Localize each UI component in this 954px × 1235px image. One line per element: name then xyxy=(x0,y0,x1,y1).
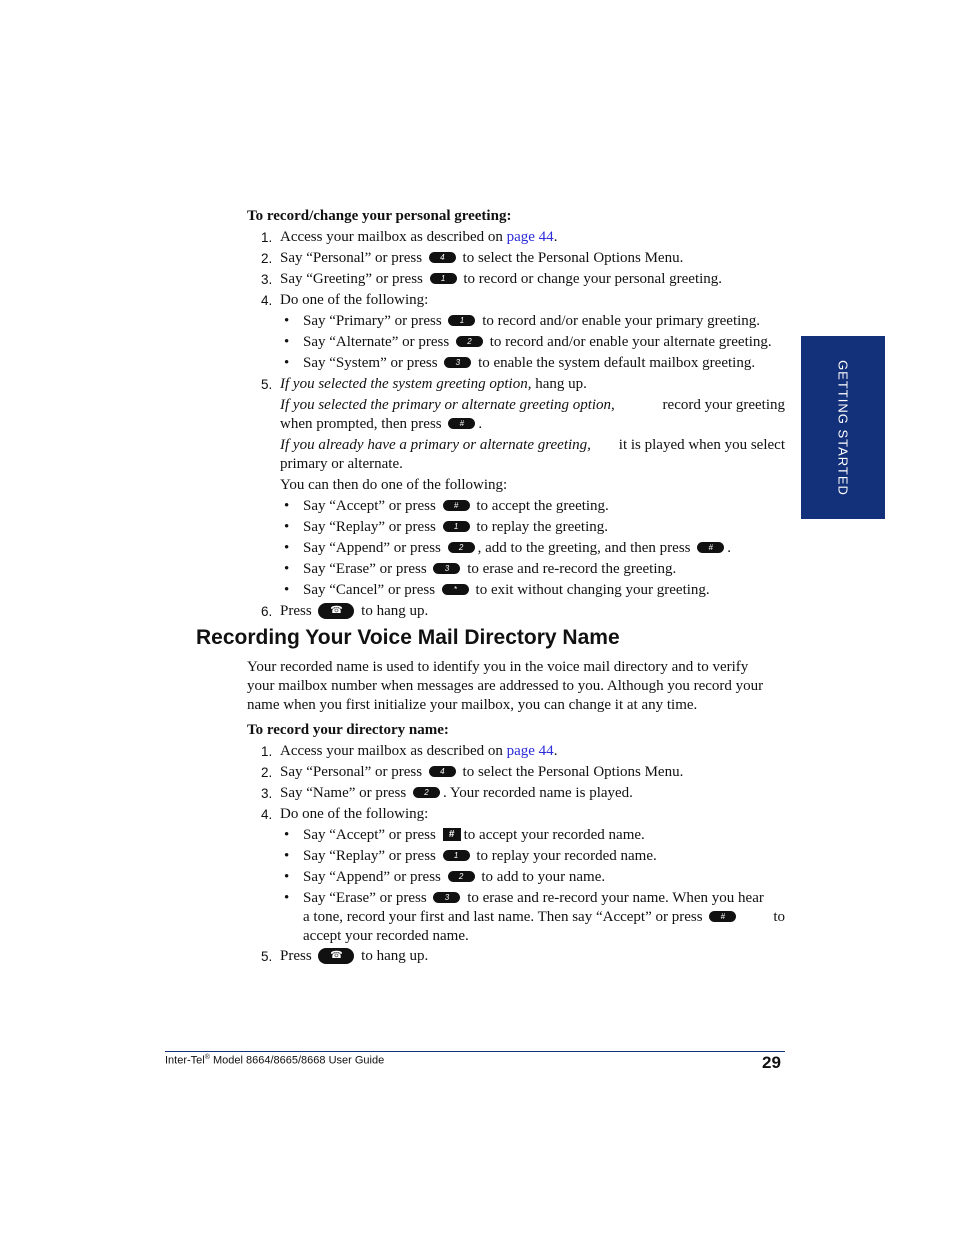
step-number: 5. xyxy=(261,377,273,392)
step-4: Do one of the following: xyxy=(280,806,429,822)
step-1: Access your mailbox as described on page 44. xyxy=(280,229,558,245)
key-2-icon: 2 xyxy=(456,336,483,347)
bullet-dot: • xyxy=(284,890,290,906)
key-2-icon: 2 xyxy=(413,787,440,798)
bullet-item: Say “Replay” or press 1 to replay the greeting. xyxy=(303,519,609,535)
bullet-item-line-2: a tone, record your first and last name. Then say “Accept” or press # to xyxy=(303,909,785,925)
bullet-dot: • xyxy=(284,334,290,350)
page-link[interactable]: page 44 xyxy=(506,743,554,759)
intro-line-3: name when you first initialize your mailbox, you can change it at any time. xyxy=(247,697,698,713)
step-number: 3. xyxy=(261,786,273,801)
step-text: Access your mailbox as described on xyxy=(280,229,507,245)
bullet-dot: • xyxy=(284,869,290,885)
step-5-para-2-line-2: when prompted, then press # . xyxy=(280,416,483,432)
directory-heading: To record your directory name: xyxy=(247,722,449,738)
key-2-icon: 2 xyxy=(448,542,475,553)
hang-up-icon: ☎ xyxy=(318,948,354,964)
key-1-icon: 1 xyxy=(443,850,470,861)
key-3-icon: 3 xyxy=(433,892,460,903)
bullet-dot: • xyxy=(284,540,290,556)
step-number: 4. xyxy=(261,807,273,822)
bullet-item-line-3: accept your recorded name. xyxy=(303,928,469,944)
key-1-icon: 1 xyxy=(448,315,475,326)
step-number: 1. xyxy=(261,744,273,759)
bullet-item: Say “Alternate” or press 2 to record and/or enable your alternate greeting. xyxy=(303,334,772,350)
key-2-icon: 2 xyxy=(448,871,475,882)
step-2: Say “Personal” or press 4 to select the Personal Options Menu. xyxy=(280,250,684,266)
bullet-item: Say “Erase” or press 3 to erase and re-record the greeting. xyxy=(303,561,677,577)
key-3-icon: 3 xyxy=(433,563,460,574)
chapter-tab-label: GETTING STARTED xyxy=(835,359,851,496)
bullet-dot: • xyxy=(284,498,290,514)
intro-line-1: Your recorded name is used to identify you in the voice mail directory and to verify xyxy=(247,659,749,675)
step-number: 2. xyxy=(261,765,273,780)
step-5-para-4: You can then do one of the following: xyxy=(280,477,508,493)
step-5-para-2: If you selected the primary or alternate greeting option, record your greeting xyxy=(280,397,785,413)
step-5-para-3-line-2: primary or alternate. xyxy=(280,456,403,472)
step-3: Say “Name” or press 2 . Your recorded name is played. xyxy=(280,785,633,801)
key-4-icon: 4 xyxy=(429,252,456,263)
step-number: 5. xyxy=(261,949,273,964)
bullet-item: Say “Replay” or press 1 to replay your recorded name. xyxy=(303,848,657,864)
step-number: 6. xyxy=(261,604,273,619)
footer-rule xyxy=(165,1051,785,1052)
bullet-item: Say “Append” or press 2 to add to your name. xyxy=(303,869,606,885)
bullet-item: Say “Cancel” or press * to exit without changing your greeting. xyxy=(303,582,710,598)
bullet-dot: • xyxy=(284,827,290,843)
key-pound-icon: # xyxy=(697,542,724,553)
chapter-side-tab xyxy=(801,336,885,519)
bullet-dot: • xyxy=(284,561,290,577)
step-5: Press ☎ to hang up. xyxy=(280,948,429,964)
page-link[interactable]: page 44 xyxy=(506,229,554,245)
step-4: Do one of the following: xyxy=(280,292,429,308)
key-pound-icon: # xyxy=(443,828,461,841)
step-2: Say “Personal” or press 4 to select the Personal Options Menu. xyxy=(280,764,684,780)
bullet-item: Say “Accept” or press # to accept your recorded name. xyxy=(303,827,645,843)
bullet-dot: • xyxy=(284,519,290,535)
footer-guide-title: Inter-Tel® Model 8664/8665/8668 User Guide xyxy=(165,1054,385,1067)
key-star-icon: * xyxy=(442,584,469,595)
greeting-heading: To record/change your personal greeting: xyxy=(247,208,512,224)
bullet-dot: • xyxy=(284,582,290,598)
key-1-icon: 1 xyxy=(443,521,470,532)
page-number: 29 xyxy=(762,1053,781,1072)
step-5: If you selected the system greeting option, hang up. xyxy=(280,376,587,392)
step-5-para-3: If you already have a primary or alternate greeting, it is played when you select xyxy=(280,437,785,453)
step-number: 2. xyxy=(261,251,273,266)
bullet-dot: • xyxy=(284,848,290,864)
bullet-item: Say “Append” or press 2 , add to the greeting, and then press # . xyxy=(303,540,731,556)
step-6: Press ☎ to hang up. xyxy=(280,603,429,619)
key-4-icon: 4 xyxy=(429,766,456,777)
step-number: 4. xyxy=(261,293,273,308)
key-pound-icon: # xyxy=(448,418,475,429)
bullet-item: Say “System” or press 3 to enable the system default mailbox greeting. xyxy=(303,355,756,371)
section-title: Recording Your Voice Mail Directory Name xyxy=(196,626,620,649)
key-1-icon: 1 xyxy=(430,273,457,284)
intro-line-2: your mailbox number when messages are addressed to you. Although you record your xyxy=(247,678,764,694)
step-number: 3. xyxy=(261,272,273,287)
bullet-item: Say “Accept” or press # to accept the greeting. xyxy=(303,498,609,514)
key-pound-icon: # xyxy=(443,500,470,511)
key-pound-icon: # xyxy=(709,911,736,922)
step-1: Access your mailbox as described on page 44. xyxy=(280,743,558,759)
bullet-dot: • xyxy=(284,313,290,329)
bullet-item: Say “Primary” or press 1 to record and/or enable your primary greeting. xyxy=(303,313,761,329)
step-3: Say “Greeting” or press 1 to record or change your personal greeting. xyxy=(280,271,723,287)
step-number: 1. xyxy=(261,230,273,245)
bullet-dot: • xyxy=(284,355,290,371)
hang-up-icon: ☎ xyxy=(318,603,354,619)
bullet-item: Say “Erase” or press 3 to erase and re-record your name. When you hear xyxy=(303,890,764,906)
key-3-icon: 3 xyxy=(444,357,471,368)
